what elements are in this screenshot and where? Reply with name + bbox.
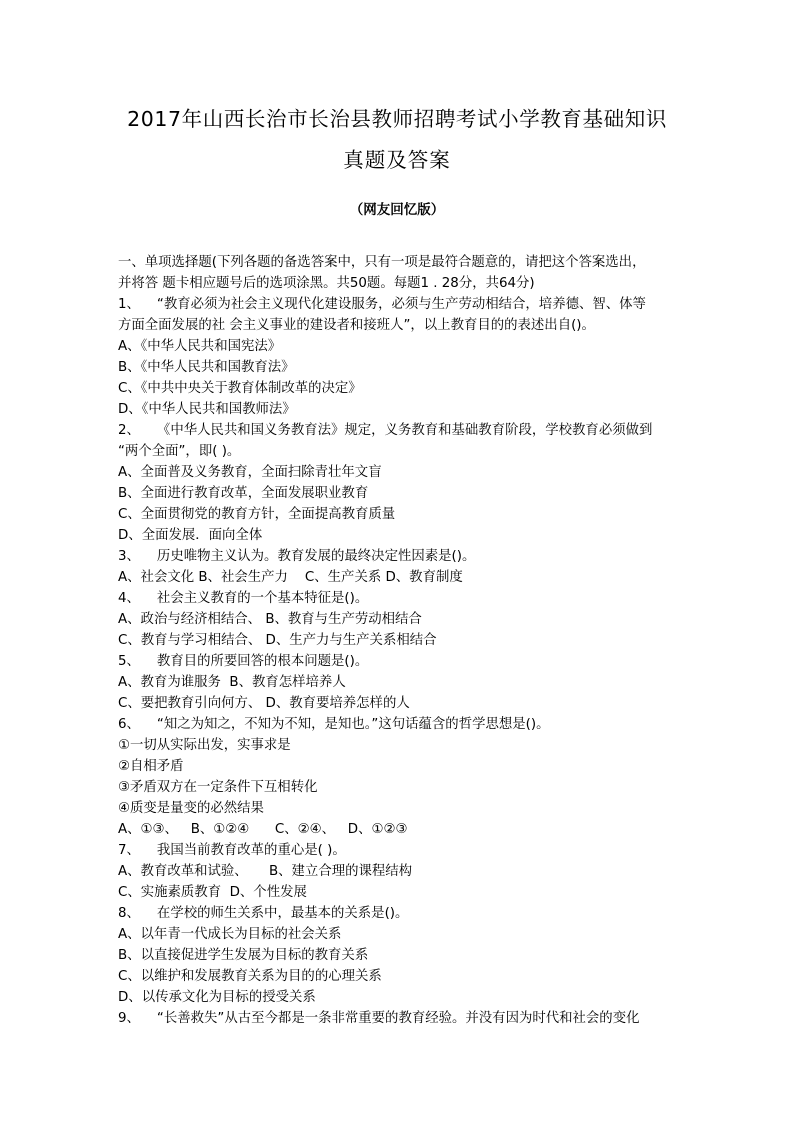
question-line: 6、 “知之为知之，不知为不知，是知也。”这句话蕴含的哲学思想是()。: [118, 717, 550, 732]
question-line: 2、 《中华人民共和国义务教育法》规定，义务教育和基础教育阶段，学校教育必须做到: [118, 423, 653, 438]
question-line: C、教育与学习相结合、 D、生产力与生产关系相结合: [118, 633, 437, 648]
question-line: ②自相矛盾: [118, 759, 184, 774]
question-line: A、教育为谁服务 B、教育怎样培养人: [118, 675, 346, 690]
question-line: A、《中华人民共和国宪法》: [118, 339, 282, 354]
document-title: 2017年山西长治市长治县教师招聘考试小学教育基础知识: [127, 107, 667, 131]
question-line: C、实施素质教育 D、个性发展: [118, 885, 307, 900]
question-line: 方面全面发展的社 会主义事业的建设者和接班人”，以上教育目的的表述出自()。: [118, 318, 595, 333]
question-line: A、社会文化 B、社会生产力 C、生产关系 D、教育制度: [118, 570, 463, 585]
question-line: C、要把教育引向何方、 D、教育要培养怎样的人: [118, 696, 410, 711]
question-line: A、教育改革和试验、 B、建立合理的课程结构: [118, 864, 413, 879]
question-line: 3、 历史唯物主义认为。教育发展的最终决定性因素是()。: [118, 549, 476, 564]
question-list: [118, 294, 678, 1029]
question-line: A、以年青一代成长为目标的社会关系: [118, 927, 342, 942]
section-heading-continued: 并将答 题卡相应题号后的选项涂黑。共50题。每题1 . 28分，共64分): [118, 276, 535, 291]
document-body: [118, 252, 678, 1029]
document-title-continued: 真题及答案: [343, 148, 451, 172]
question-line: ④质变是量变的必然结果: [118, 801, 264, 816]
question-line: ①一切从实际出发，实事求是: [118, 738, 291, 753]
question-line: 5、 教育目的所要回答的根本问题是()。: [118, 654, 369, 669]
question-line: A、全面普及义务教育，全面扫除青壮年文盲: [118, 465, 382, 480]
document-subtitle: （网友回忆版）: [349, 202, 445, 218]
question-line: 1、 “教育必须为社会主义现代化建设服务，必须与生产劳动相结合，培养德、智、体等: [118, 297, 646, 312]
section-heading: 一、单项选择题(下列各题的备选答案中，只有一项是最符合题意的，请把这个答案选出，: [118, 255, 646, 270]
question-line: 7、 我国当前教育改革的重心是( )。: [118, 843, 346, 858]
question-line: D、全面发展．面向全体: [118, 528, 263, 543]
question-line: C、以维护和发展教育关系为目的的心理关系: [118, 969, 382, 984]
question-line: B、全面进行教育改革，全面发展职业教育: [118, 486, 369, 501]
question-line: 9、 “长善救失”从古至今都是一条非常重要的教育经验。并没有因为时代和社会的变化: [118, 1011, 640, 1026]
question-line: C、全面贯彻党的教育方针，全面提高教育质量: [118, 507, 396, 522]
question-line: A、政治与经济相结合、 B、教育与生产劳动相结合: [118, 612, 422, 627]
question-line: “两个全面”，即( )。: [118, 444, 241, 459]
question-line: ③矛盾双方在一定条件下互相转化: [118, 780, 318, 795]
question-line: C、《中共中央关于教育体制改革的决定》: [118, 381, 362, 396]
question-line: 8、 在学校的师生关系中，最基本的关系是()。: [118, 906, 409, 921]
question-line: D、《中华人民共和国教师法》: [118, 402, 296, 417]
question-line: D、以传承文化为目标的授受关系: [118, 990, 316, 1005]
question-line: A、①③、 B、①②④ C、②④、 D、①②③: [118, 822, 408, 837]
question-line: B、以直接促进学生发展为目标的教育关系: [118, 948, 369, 963]
question-line: 4、 社会主义教育的一个基本特征是()。: [118, 591, 369, 606]
question-line: B、《中华人民共和国教育法》: [118, 360, 295, 375]
